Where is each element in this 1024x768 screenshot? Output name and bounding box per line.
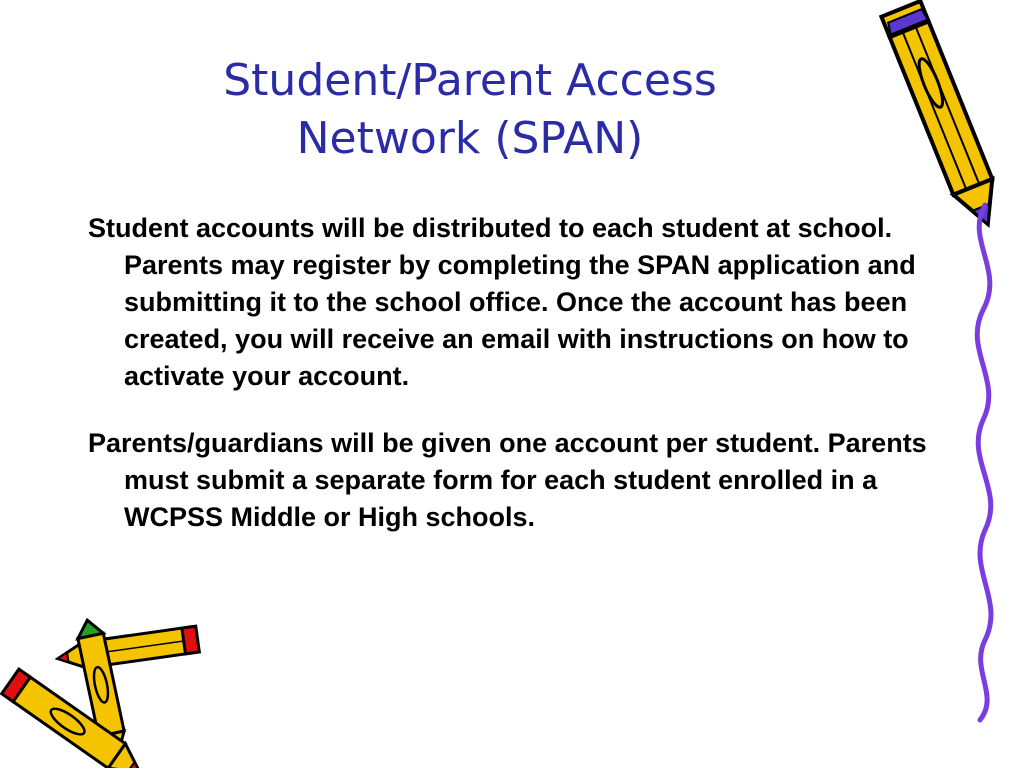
paragraph-parent-accounts: Parents/guardians will be given one account per student. Parents must submit a separate form for each student enrolled in a WCPSS Middle or High schools.: [88, 428, 927, 532]
title-line-1: Student/Parent Access: [223, 55, 717, 106]
slide-body: [88, 210, 938, 566]
squiggle-line-icon: [955, 200, 1015, 725]
pencil-icon: [860, 0, 1010, 245]
slide-title: [120, 52, 820, 168]
pencils-cluster-icon: [0, 615, 215, 768]
title-line-2: Network (SPAN): [296, 113, 644, 164]
paragraph-student-accounts: Student accounts will be distributed to each student at school. Parents may register by completing the SPAN application and submitting it to the school office. Once the account has been created, you will receive an email with instructions on how to activate your account.: [88, 213, 916, 391]
